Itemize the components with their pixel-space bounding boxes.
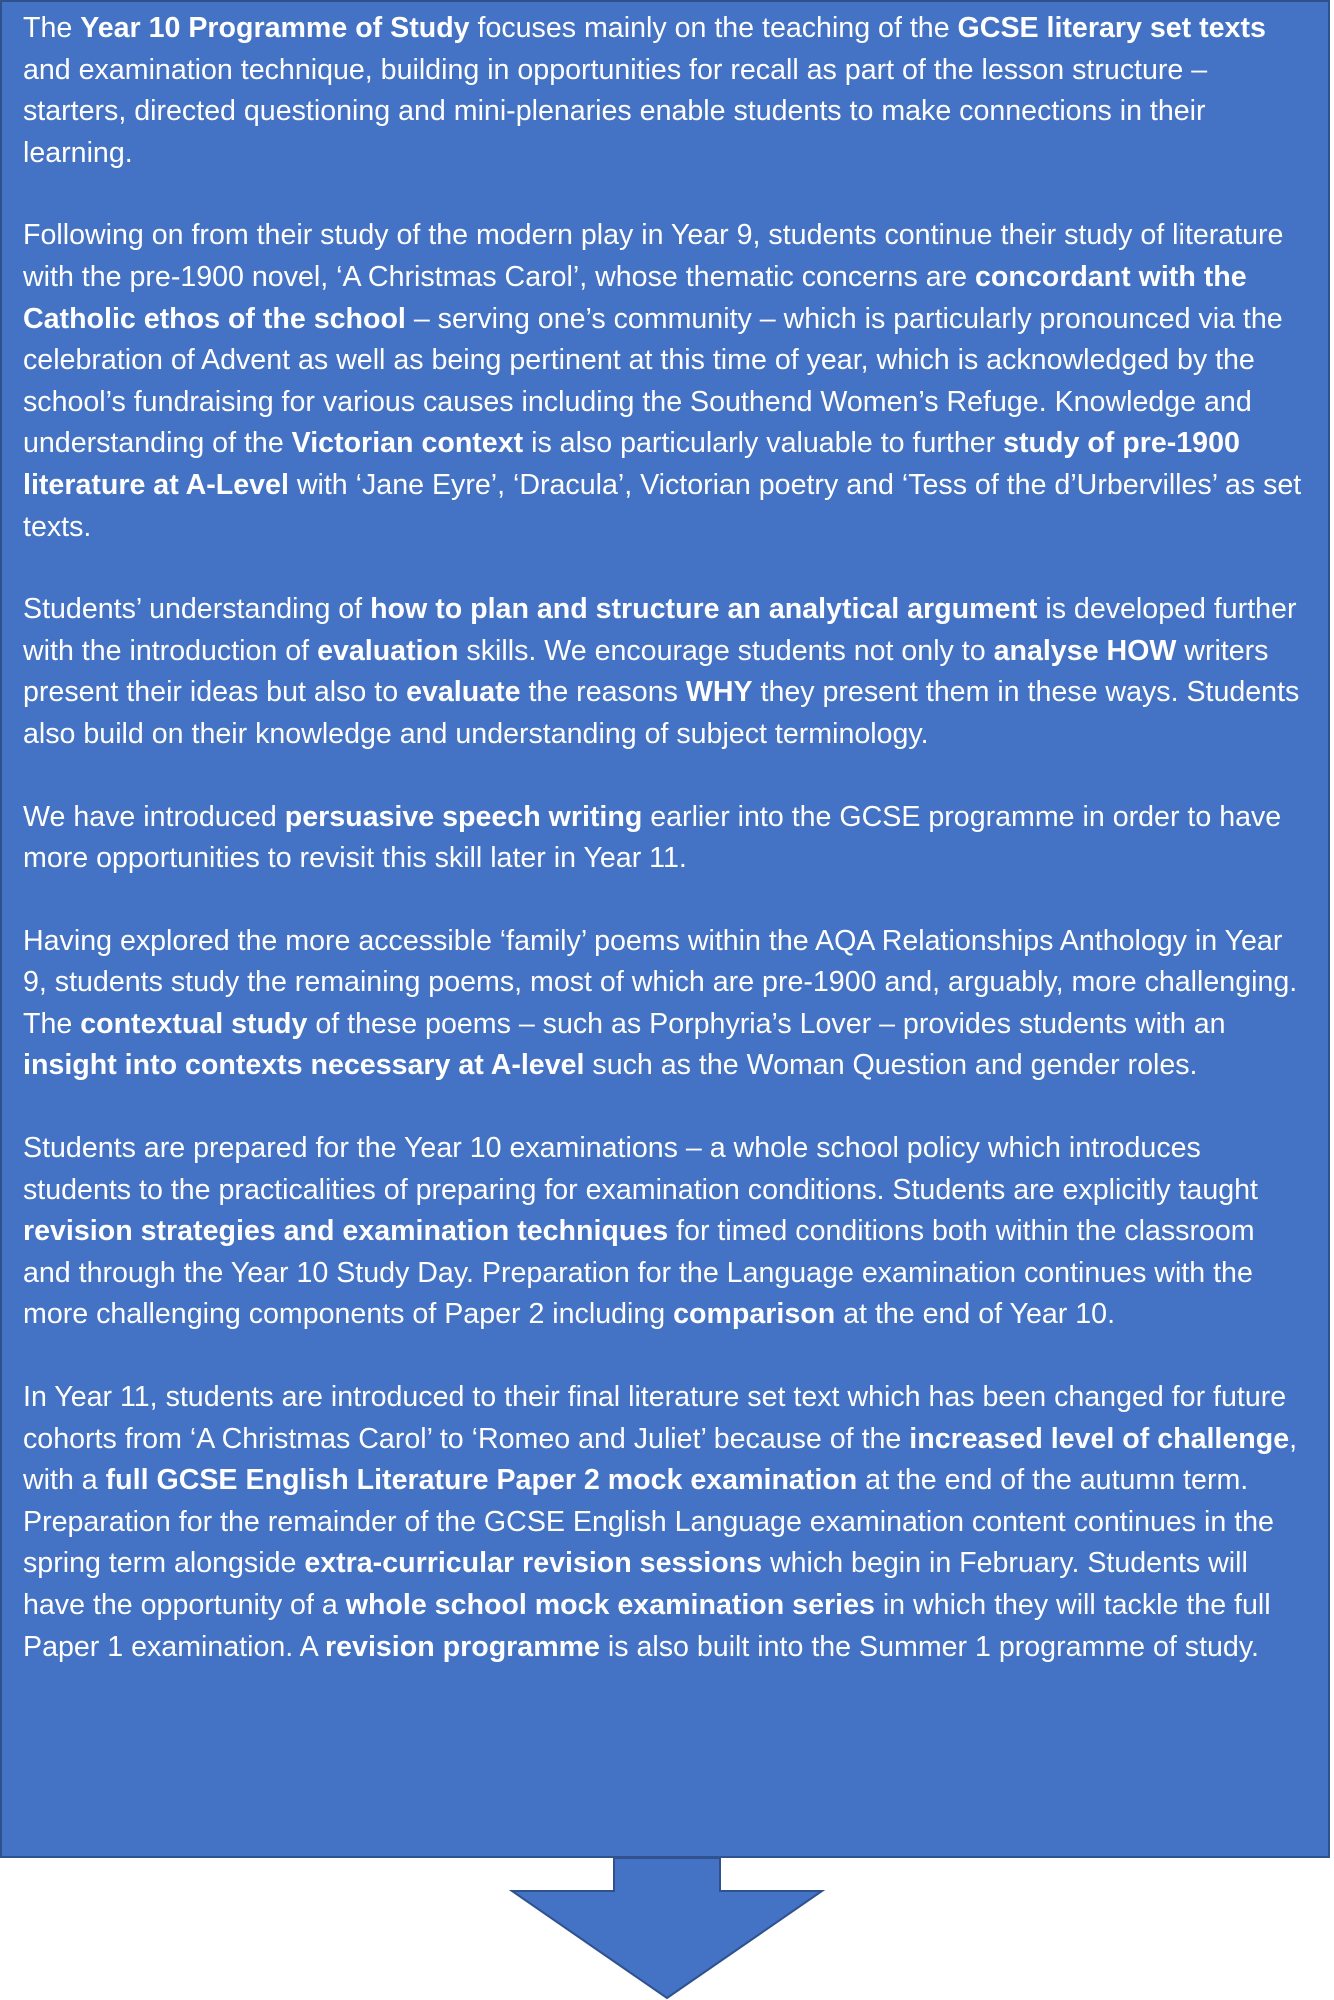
- bold-phrase: persuasive speech writing: [284, 800, 643, 833]
- text-run: and examination technique, building in opportunities for recall as part of the lesson structure – starters, directed questioning and mini-plenaries enable students to make connections in their learning.: [23, 53, 1208, 169]
- bold-phrase: revision programme: [325, 1630, 600, 1663]
- text-run: at the end of Year 10.: [835, 1298, 1116, 1331]
- text-run: with ‘Jane Eyre’, ‘Dracula’, Victorian poetry and ‘Tess of the d’Urbervilles’ as set texts.: [23, 468, 1302, 543]
- bold-phrase: comparison: [673, 1298, 836, 1331]
- text-run: earlier into the GCSE programme in order to have more opportunities to revisit this skill later in Year 11.: [23, 800, 1282, 875]
- text-run: which begin in February. Students will have the opportunity of a: [23, 1547, 1248, 1621]
- text-run: in which they will tackle the full Paper 1 examination. A: [23, 1589, 1271, 1663]
- text-run: the reasons: [520, 676, 686, 709]
- bold-phrase: evaluate: [406, 676, 521, 709]
- text-run: Following on from their study of the modern play in Year 9, students continue their study of literature with the pre-1900 novel, ‘A Christmas Carol’, whose thematic concerns are: [23, 219, 1284, 293]
- text-run: The: [23, 12, 81, 44]
- text-run: Having explored the more accessible ‘family’ poems within the AQA Relationships Anthology in Year 9, students study the remaining poems, most of which are pre-1900 and, arguably, more challenging. The: [23, 924, 1298, 1040]
- bold-phrase: evaluation: [317, 634, 459, 667]
- text-run: Students’ understanding of: [23, 593, 371, 626]
- bold-phrase: whole school mock examination series: [345, 1589, 875, 1621]
- bold-phrase: revision strategies and examination techniques: [23, 1215, 669, 1248]
- text-run: for timed conditions both within the classroom and through the Year 10 Study Day. Preparation for the Language examination continues with the more challenging components of Paper 2 including: [23, 1215, 1255, 1331]
- text-run: is also particularly valuable to further: [523, 427, 1004, 460]
- text-run: – serving one’s community – which is particularly pronounced via the celebration of Advent as well as being pertinent at this time of year, which is acknowledged by the school’s fundraising for various causes including the Southend Women’s Refuge. Knowledge and understanding of the: [23, 302, 1283, 460]
- text-run: writers present their ideas but also to: [23, 634, 1269, 709]
- text-run: is developed further with the introduction of: [23, 593, 1297, 667]
- text-run: at the end of the autumn term. Preparation for the remainder of the GCSE English Language examination content continues in the spring term alongside: [23, 1464, 1274, 1580]
- bold-phrase: increased level of challenge: [909, 1422, 1290, 1455]
- bold-phrase: extra-curricular revision sessions: [304, 1547, 763, 1580]
- text-run: such as the Woman Question and gender roles.: [584, 1049, 1198, 1082]
- bold-phrase: contextual study: [80, 1007, 308, 1040]
- bold-phrase: WHY: [685, 676, 753, 709]
- bold-phrase: analyse HOW: [993, 634, 1177, 667]
- bold-phrase: concordant with the Catholic ethos of the school: [23, 260, 1247, 335]
- text-run: skills. We encourage students not only to: [458, 634, 994, 667]
- bold-phrase: Year 10 Programme of Study: [80, 12, 470, 44]
- text-run: focuses mainly on the teaching of the: [469, 12, 958, 44]
- text-run: In Year 11, students are introduced to their final literature set text which has been changed for future cohorts from ‘A Christmas Carol’ to ‘Romeo and Juliet’ because of the: [23, 1381, 1287, 1455]
- text-run: they present them in these ways. Students also build on their knowledge and understanding of subject terminology.: [23, 676, 1300, 750]
- bold-phrase: full GCSE English Literature Paper 2 mock examination: [105, 1464, 858, 1497]
- text-run: Students are prepared for the Year 10 examinations – a whole school policy which introduces students to the practicalities of preparing for examination conditions. Students are explicitly taught: [23, 1132, 1258, 1206]
- bold-phrase: GCSE literary set texts: [957, 12, 1266, 44]
- text-run: We have introduced: [23, 800, 285, 833]
- text-run: , with a: [23, 1422, 1298, 1497]
- bold-phrase: study of pre-1900 literature at A-Level: [23, 427, 1240, 501]
- text-run: of these poems – such as Porphyria’s Lover – provides students with an: [307, 1007, 1226, 1040]
- bold-phrase: insight into contexts necessary at A-level: [23, 1049, 585, 1082]
- text-run: is also built into the Summer 1 programme of study.: [599, 1630, 1259, 1663]
- bold-phrase: Victorian context: [291, 427, 524, 460]
- bold-phrase: how to plan and structure an analytical argument: [370, 593, 1038, 626]
